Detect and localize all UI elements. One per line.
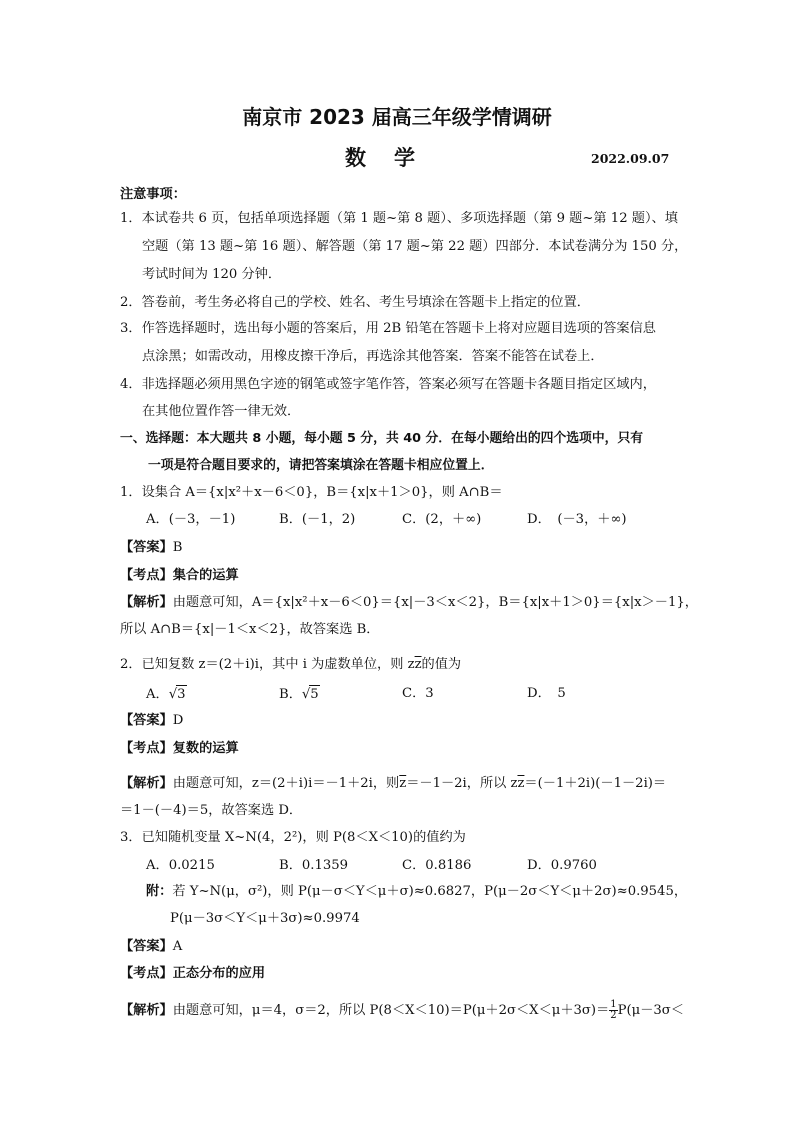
option-letter: B． [279,687,302,702]
question-3-answer [120,938,182,956]
numerator: 1 [610,999,617,1010]
notice-item-1-line-2: 空题（第 13 题~第 16 题）、解答题（第 17 题~第 22 题）四部分．本试卷满分为 150 分， [142,239,688,254]
notice-item-3-line-1: 3．作答选择题时，选出每小题的答案后，用 2B 铅笔在答题卡上将对应题目选项的答案信息 [120,321,656,336]
point-label: 【考点】 [120,741,173,756]
question-2-option-d: D． 5 [527,686,566,701]
option-letter: A． [146,687,169,702]
question-3-analysis-line-1 [120,1000,684,1021]
question-2-analysis-line-1 [120,775,666,793]
answer-label: 【答案】 [120,939,173,954]
notice-item-4-line-2: 在其他位置作答一律无效． [142,404,301,419]
question-2-option-a: A．√3 [146,687,186,702]
question-2-stem [120,656,461,674]
question-2-answer [120,712,183,730]
question-2-option-c: C．3 [402,686,434,701]
notice-heading: 注意事项： [120,187,186,202]
notice-item-1-line-3: 考试时间为 120 分钟． [142,267,282,282]
question-1-option-a: A．(－3，－1) [146,512,236,527]
answer-value: A [172,939,183,954]
point-value: 集合的运算 [172,568,239,583]
analysis-text: ＝(－1＋2i)(－1－2i)＝ [524,776,667,791]
question-1-option-d: D． (－3，＋∞) [527,512,627,527]
appendix-label: 附： [146,884,173,899]
radicand: 5 [310,687,319,702]
appendix-text: 若 Y~N(μ，σ²)，则 P(μ－σ＜Y＜μ＋σ)≈0.6827，P(μ－2σ＜Y＜μ＋2σ)≈0.9545， [172,884,688,899]
z-conjugate: $\overline{z}$ [399,776,407,791]
analysis-text: 由题意可知，z＝(2＋i)i＝－1＋2i，则 [172,776,400,791]
subject-title: 数学 [345,146,443,170]
analysis-text: 由题意可知，A＝{x|x²＋x－6＜0}＝{x|－3＜x＜2}，B＝{x|x＋1＞0}＝{x|x＞－1}， [172,595,698,610]
question-3-appendix-line-2: P(μ－3σ＜Y＜μ＋3σ)≈0.9974 [170,911,360,926]
question-3-option-b: B．0.1359 [279,858,349,873]
question-2-option-b: B．√5 [279,687,319,702]
section-1-heading-line-2: 一项是符合题目要求的，请把答案填涂在答题卡相应位置上． [148,458,494,473]
answer-label: 【答案】 [120,713,173,728]
question-3-option-d: D．0.9760 [527,858,597,873]
denominator: 2 [610,1010,617,1021]
notice-item-4-line-1: 4．非选择题必须用黑色字迹的钢笔或签字笔作答，答案必须写在答题卡各题目指定区域内， [120,377,656,392]
notice-item-1-line-1: 1．本试卷共 6 页，包括单项选择题（第 1 题~第 8 题）、多项选择题（第 9 题~第 12 题）、填 [120,211,678,226]
z-conjugate: $\overline{z}$ [414,657,422,672]
point-label: 【考点】 [120,568,173,583]
stem-text: 2．已知复数 z＝(2＋i)i，其中 i 为虚数单位，则 z [120,657,415,672]
question-1-stem: 1．设集合 A＝{x|x²＋x－6＜0}，B＝{x|x＋1＞0}，则 A∩B＝ [120,485,503,500]
analysis-text: ＝－1－2i，所以 z [406,776,518,791]
question-3-appendix-line-1 [146,883,687,901]
notice-item-3-line-2: 点涂黑；如需改动，用橡皮擦干净后，再选涂其他答案．答案不能答在试卷上． [142,349,604,364]
radicand: 3 [177,687,186,702]
point-value: 复数的运算 [172,741,239,756]
question-3-option-a: A．0.0215 [146,858,215,873]
answer-value: D [172,713,184,728]
point-label: 【考点】 [120,966,173,981]
analysis-label: 【解析】 [120,776,173,791]
question-3-option-c: C．0.8186 [402,858,472,873]
question-1-answer [120,539,182,557]
z-conjugate: $\overline{z}$ [517,776,525,791]
question-1-option-b: B．(－1，2) [279,512,356,527]
question-2-point [120,740,239,758]
exam-title: 南京市 2023 届高三年级学情调研 [242,105,552,129]
section-1-heading-line-1: 一、选择题：本大题共 8 小题，每小题 5 分，共 40 分．在每小题给出的四个选项中，只有 [120,431,644,446]
answer-label: 【答案】 [120,540,173,555]
analysis-label: 【解析】 [120,595,173,610]
question-3-stem: 3．已知随机变量 X~N(4，2²)，则 P(8＜X＜10)的值约为 [120,830,466,845]
analysis-label: 【解析】 [120,1003,173,1018]
analysis-text-end: P(μ－3σ＜ [617,1003,684,1018]
question-1-point [120,567,239,585]
exam-date: 2022.09.07 [591,151,670,166]
answer-value: B [172,540,183,555]
point-value: 正态分布的应用 [172,966,266,981]
question-3-point [120,965,265,983]
question-1-analysis-line-2: 所以 A∩B＝{x|－1＜x＜2}，故答案选 B． [120,622,380,637]
analysis-text: 由题意可知，μ＝4，σ＝2，所以 P(8＜X＜10)＝P(μ＋2σ＜X＜μ＋3σ)＝ [172,1003,610,1018]
stem-text-end: 的值为 [421,657,462,672]
fraction-one-half [609,1000,617,1021]
notice-item-2: 2．答卷前，考生务必将自己的学校、姓名、考生号填涂在答题卡上指定的位置． [120,295,590,310]
question-2-analysis-line-2: ＝1－(－4)＝5，故答案选 D． [120,803,303,818]
question-1-option-c: C．(2，＋∞) [402,512,482,527]
question-1-analysis-line-1 [120,594,698,612]
